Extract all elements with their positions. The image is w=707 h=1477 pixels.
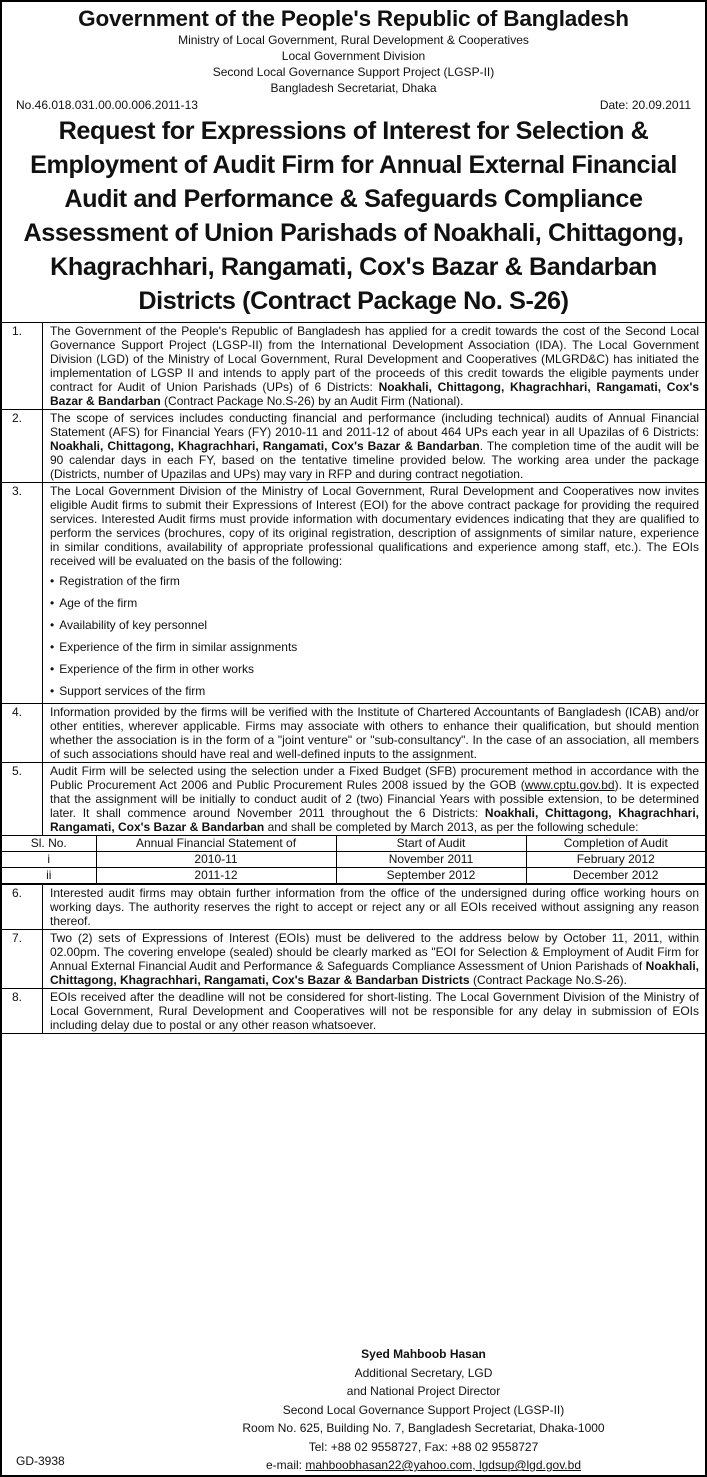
ministry-line: Ministry of Local Government, Rural Development & Cooperatives [178,33,529,47]
table-cell: November 2011 [336,852,526,868]
paragraph-text: Audit Firm will be selected using the selection under a Fixed Budget (SFB) procurement method in accordance with the Public Procurement Act 2006 and Public Procurement Rules 2008 issued by the GOB (www.cptu.gov.bd). It is expected that the assignment will be initially to conduct audit of 2 (two) Financial Years with possible extension, to be determined later. It shall commence around November 2011 throughout the 6 Districts: Noakhali, Chittagong, Khagrachhari, Rangamati, Cox's Bazar & Bandarban and shall be completed by March 2013, as per the following schedule: [50,764,700,834]
table-cell: i [2,852,96,868]
paragraph-6 [2,884,705,930]
paragraph-list [2,322,705,1034]
table-cell: February 2012 [526,852,705,868]
table-cell: 2011-12 [96,868,336,884]
government-heading: Government of the People's Republic of Bangladesh [78,6,629,31]
table-cell: 2010-11 [96,852,336,868]
audit-schedule-table [2,836,705,884]
column-header: Start of Audit [336,836,526,852]
paragraph-text: Interested audit firms may obtain further information from the office of the undersigned during office working hours on working days. The authority reserves the right to accept or reject any or all EOIs received without assigning any reason thereof. [50,886,699,928]
paragraph-text: The scope of services includes conducting financial and performance (including technical) audits of Annual Financial Statement (AFS) for Financial Years (FY) 2010-11 and 2011-12 of about 464 UPs each year in all Upazilas of 6 Districts: Noakhali, Chittagong, Khagrachhari, Rangamati, Cox's Bazar & Bandarban. The completion time of the audit will be 90 calendar days in each FY, based on the tentative timeline provided below. The working area under the package (Districts, number of Upazilas and UPs) may vary in RFP and during contract negotiation. [50,411,700,481]
table-cell: December 2012 [526,868,705,884]
paragraph-text: Information provided by the firms will be verified with the Institute of Chartered Accountants of Bangladesh (ICAB) and/or other entities, wherever applicable. Firms may associate with others to enhance their qualification, but should mention whether the association is in the form of a "joint venture" or "sub-consultancy". In the case of an association, all members of such associations should have real and well-defined inputs to the assignment. [50,705,699,761]
list-item: • Experience of the firm in other works [50,658,699,680]
notice-date: Date: 20.09.2011 [599,98,691,112]
signatory-email-line: e-mail: mahboobhasan22@yahoo.com, lgdsup@lgd.gov.bd [265,1458,581,1472]
division-line: Local Government Division [281,49,426,63]
column-header: Sl. No. [2,836,96,852]
paragraph-1 [2,323,705,410]
column-header: Annual Financial Statement of [96,836,336,852]
notice-header [2,2,705,96]
paragraph-text: Two (2) sets of Expressions of Interest (EOIs) must be delivered to the address below by October 11, 2011, within 02.00pm. The covering envelope (sealed) should be clearly marked as "EOI for Selection & Employment of Audit Firm for Annual External Financial Audit and Performance & Safeguards Compliance Assessment of Union Parishads of Noakhali, Chittagong, Khagrachhari, Rangamati, Cox's Bazar & Bandarban Districts (Contract Package No.S-26). [50,931,699,987]
paragraph-number: 5. [2,763,43,835]
signatory-address: Room No. 625, Building No. 7, Bangladesh Secretariat, Dhaka-1000 [242,1421,605,1435]
paragraph-8 [2,989,705,1034]
signatory-phone: Tel: +88 02 9558727, Fax: +88 02 9558727 [308,1439,539,1454]
list-item: • Registration of the firm [50,570,699,592]
districts-bold: Noakhali, Chittagong, Khagrachhari, Rangamati, Cox's Bazar & Bandarban [50,439,480,453]
paragraph-number: 7. [2,930,43,988]
paragraph-text: EOIs received after the deadline will not be considered for short-listing. The Local Government Division of the Ministry of Local Government, Rural Development and Cooperatives will not be responsible for any delay in submission of EOIs including delay due to postal or any other reason whatsoever. [50,990,699,1032]
table-row [2,852,705,868]
signatory-role: and National Project Director [346,1384,501,1398]
paragraph-3 [2,483,705,704]
reference-number: No.46.018.031.00.00.006.2011-13 [16,98,198,112]
signatory-title: Additional Secretary, LGD [354,1365,493,1380]
list-item: • Availability of key personnel [50,614,699,636]
districts-bold: Noakhali, Chittagong, Khagrachhari, Rangamati, Cox's Bazar & Bandarban [50,380,700,408]
districts-bold: Noakhali, Chittagong, Khagrachhari, Rangamati, Cox's Bazar & Bandarban [50,806,699,834]
paragraph-4 [2,704,705,763]
districts-bold: Noakhali, Chittagong, Khagrachhari, Rangamati, Cox's Bazar & Bandarban Districts [50,959,699,987]
signature-block [2,1345,705,1475]
table-header-row [2,836,705,852]
paragraph-text: The Local Government Division of the Ministry of Local Government, Rural Development and Cooperatives now invites eligible Audit firms to submit their Expressions of Interest (EOI) for the above contract package for providing the required services. Interested Audit firms must provide information with documentary evidences indicating that they are qualified to perform the services (brochures, copy of its original registration, description of assignments of similar nature, experience in similar conditions, availability of appropriate professional qualifications and experience among staff, etc.). The EOIs received will be evaluated on the basis of the following: • Registration of the firm • Age of the firm • Availability of key personnel • Experience of the firm in similar assignments • Experience of the firm in other works • Support services of the firm [43,483,705,703]
cptu-link[interactable]: www.cptu.gov.bd [524,778,615,792]
project-line: Second Local Governance Support Project (LGSP-II) [212,65,495,79]
table-cell: ii [2,868,96,884]
paragraph-number: 6. [2,885,43,929]
paragraph-number: 8. [2,989,43,1033]
list-item: • Support services of the firm [50,680,699,702]
signatory-project: Second Local Governance Support Project (LGSP-II) [282,1402,565,1417]
evaluation-criteria-list [50,570,699,702]
paragraph-number: 2. [2,410,43,482]
paragraph-number: 1. [2,323,43,409]
column-header: Completion of Audit [526,836,705,852]
paragraph-text: The Government of the People's Republic of Bangladesh has applied for a credit towards the cost of the Second Local Governance Support Project (LGSP-II) from the International Development Association (IDA). The Local Government Division (LGD) of the Ministry of Local Government, Rural Development and Cooperatives (MLGRD&C) has initiated the implementation of LGSP II and intends to apply part of the proceeds of this credit towards the eligible payments under contract for Audit of Union Parishads (UPs) of 6 Districts: Noakhali, Chittagong, Khagrachhari, Rangamati, Cox's Bazar & Bandarban (Contract Package No.S-26) by an Audit Firm (National). [50,324,700,408]
list-item: • Age of the firm [50,592,699,614]
paragraph-2 [2,410,705,483]
paragraph-number: 3. [2,483,43,703]
reference-line [2,96,705,113]
gd-code: GD-3938 [16,1454,65,1468]
paragraph-5 [2,763,705,836]
table-row [2,868,705,884]
table-cell: September 2012 [336,868,526,884]
notice-title: Request for Expressions of Interest for Selection & Employment of Audit Firm for Annual External Financial Audit and Performance & Safeguards Compliance Assessment of Union Parishads of Noakhali, Chittagong, Khagrachhari, Rangamati, Cox's Bazar & Bandarban Districts (Contract Package No. S-26) [23,117,684,315]
paragraph-number: 4. [2,704,43,762]
signatory-name: Syed Mahboob Hasan [361,1347,486,1361]
location-line: Bangladesh Secretariat, Dhaka [270,81,437,95]
email-link[interactable]: mahboobhasan22@yahoo.com, lgdsup@lgd.gov.bd [305,1458,581,1472]
list-item: • Experience of the firm in similar assignments [50,636,699,658]
paragraph-7 [2,930,705,989]
